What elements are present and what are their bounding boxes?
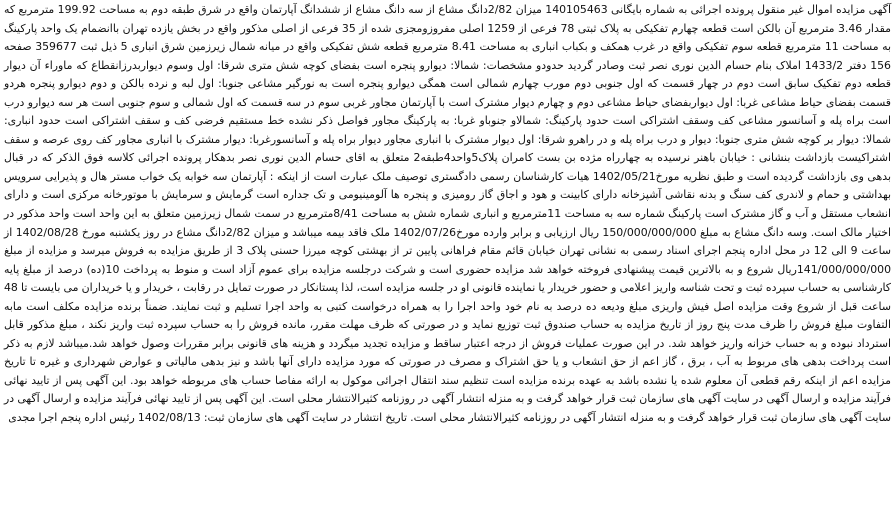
auction-notice-text: آگهی مزایده اموال غیر منقول پرونده اجرائی به شماره بایگانی 140105463 میزان 2/82دانگ مشاع از سه دانگ مشاع از ششدانگ آپارتمان واقع در شرق طبقه دوم به مساحت 199.92 مترمربع که مقدار 3.46 مترمربع آن بالکن است قطعه چهارم تفکیکی به پلاک ثبتی 78 فرعی از 1259 اصلی مفروزومجزی شده از 35 فرعی از اصلی مذکور واقع در بخش یازده تهران باانضمام یک واحد پارکینگ به مساحت 11 مترمربع قطعه سوم تفکیکی واقع در غرب همکف و بکباب انباری به مساحت 8.41 مترمربع قطعه شش تفکیکی واقع در میانه شمال زیرزمین شرق انباری 5 ذیل ثبت 359677 صفحه 156 دفتر 1433/2 املاک بنام حسام الدین نوری نصر ثبت وصادر گردید حدودو مشخصات: شمالا: دیوارو پنجره است بفضای کوچه شش متری شرقا: اول وسوم دیواربدرزانقطاع که ماوراء آن دیوار قطعه دوم تفکیک سابق است دوم در چهار قسمت که اول جنوبی دوم مورب چهارم شمالی است همگی دیوارو پنجره است به نورگیر مشاعی جنوبا: اول لبه و نرده بالکن و دوم دیوارو پنجره هردو قسمت بفضای حیاط مشاعی غربا: اول دیواربفضای حیاط مشاعی دوم و چهارم دیوار مشترک است با آپارتمان مجاور غربی سوم در سه قسمت که اول شمالی و سوم جنوبی است هر سه دیوارو درب است براه پله و آسانسور مشاعی کف وسقف اشتراکی است حدود پارکینگ: شمالاو جنوباو غربا: به پارکینگ مجاور فواصل ذکر نشده خط مستقیم فرضی کف و سقف اشتراکی است حدود انباری: شمالا: دیوار بر کوچه شش متری جنوبا: دیوار و درب براه پله و در راهرو شرقا: اول دیوار مشترک با انباری مجاور دیوار براه پله و آسانسورغربا: دیوار مشترک با انباری مجاور کف روی عرصه و سقف اشتراکیست بازداشت بنشانی : خیابان باهنر نرسیده به چهارراه مژده بن بست کامران پلاک5واحد4طبقه2 متعلق به اقای حسام الدین نوری نصر بدهکار پرونده اجرائی کلاسه فوق الذکر که در قبال بدهی وی بازداشت گردیده است و طبق نظریه مورخ1402/05/21 هیات کارشناسان رسمی دادگستری توصیف ملک عبارت است از اینکه : آپارتمان سه خوابه یک خواب مستر هال و پذیرایی سرویس بهداشتی و حمام و لاندری کف سنگ و بدنه نقاشی آشپزخانه دارای کابینت و هود و اجاق گاز رومیزی و پنجره ها آلومینیومی و تک جداره است گرمایش و سرمایش با موتورخانه مرکزی است و دارای انشعاب مستقل و آب و گاز مشترک است پارکینگ شماره سه به مساحت 11مترمربع و انباری شماره شش به مساحت 8/41مترمربع در سمت شمال زیرزمین متعلق به این واحد است واحد مذکور در اختیار مالک است. وسه دانگ مشاع به مبلغ 150/000/000/000 ریال ارزیابی و برابر وارده مورخ1402/07/26 ملک فاقد بیمه میباشد و میزان 2/82دانگ مشاع در روز یکشنبه مورخ 1402/08/28 از ساعت 9 الی 12 در محل اداره پنجم اجرای اسناد رسمی به نشانی تهران خیابان قائم مقام فراهانی پایین تر از بهشتی کوچه میرزا حسنی پلاک 3 از طریق مزایده به فروش میرسد و مزایده از مبلغ 141/000/000/000ریال شروع و به بالاترین قیمت پیشنهادی فروخته خواهد شد مزایده حضوری است و شرکت درجلسه مزایده برای عموم آزاد است و منوط به پرداخت 10(ده) درصد از مبلغ پایه کارشناسی به حساب سپرده ثبت و تحت شناسه واریز اعلامی و حضور خریدار یا نماینده قانونی او در جلسه مزایده است، لذا پستانکار در صورت تمایل در رقابت ، خریدار و یا خریداران می بایست تا 48 ساعت قبل از شروع وقت مزایده اصل فیش واریزی مبلغ ودیعه ده درصد به نام خود واحد اجرا را به همراه درخواست کتبی به واحد اجرا تسلیم و ثبت نمایند. ضمناً برنده مزایده مکلف است مابه التفاوت مبلغ فروش را ظرف مدت پنج روز از تاریخ مزایده به حساب صندوق ثبت توزیع نماید و در صورتی که ظرف مهلت مقرر، مانده فروش را به حساب سپرده ثبت واریز نکند ، مبلغ مذکور قابل استرداد نبوده و به حساب خزانه واریز خواهد شد. در این صورت عملیات فروش از درجه اعتبار ساقط و مزایده تجدید میگردد و هزینه های قانونی برابر مقررات وصول خواهد شد.میباشد لازم به ذکر است پرداخت بدهی های مربوط به آب ، برق ، گاز اعم از حق انشعاب و یا حق اشتراک و مصرف در صورتی که مورد مزایده دارای آنها باشد و نیز بدهی مالیاتی و عوارض شهرداری و غیره تا تاریخ مزایده اعم از اینکه رقم قطعی آن معلوم شده یا نشده باشد به عهده برنده مزایده است تنظیم سند انتقال اجرائی موکول به ارائه مفاصا حساب های مربوطه خواهد بود. این آگهی پس از تایید نهائی فرآیند مزایده و ارسال آگهی در سایت آگهی های سازمان ثبت قرار خواهد گرفت و به منزله انتشار آگهی در روزنامه کثیرالانتشار محلی است. این آگهی پس از تایید نهائی فرآیند مزایده و ارسال آگهی در سایت آگهی های سازمان ثبت قرار خواهد گرفت و به منزله انتشار آگهی در روزنامه کثیرالانتشار محلی است. تاریخ انتشار در سایت آگهی های سازمان ثبت: 1402/08/13 رئیس اداره پنجم اجرا مجدی bbox=[4, 3, 892, 425]
